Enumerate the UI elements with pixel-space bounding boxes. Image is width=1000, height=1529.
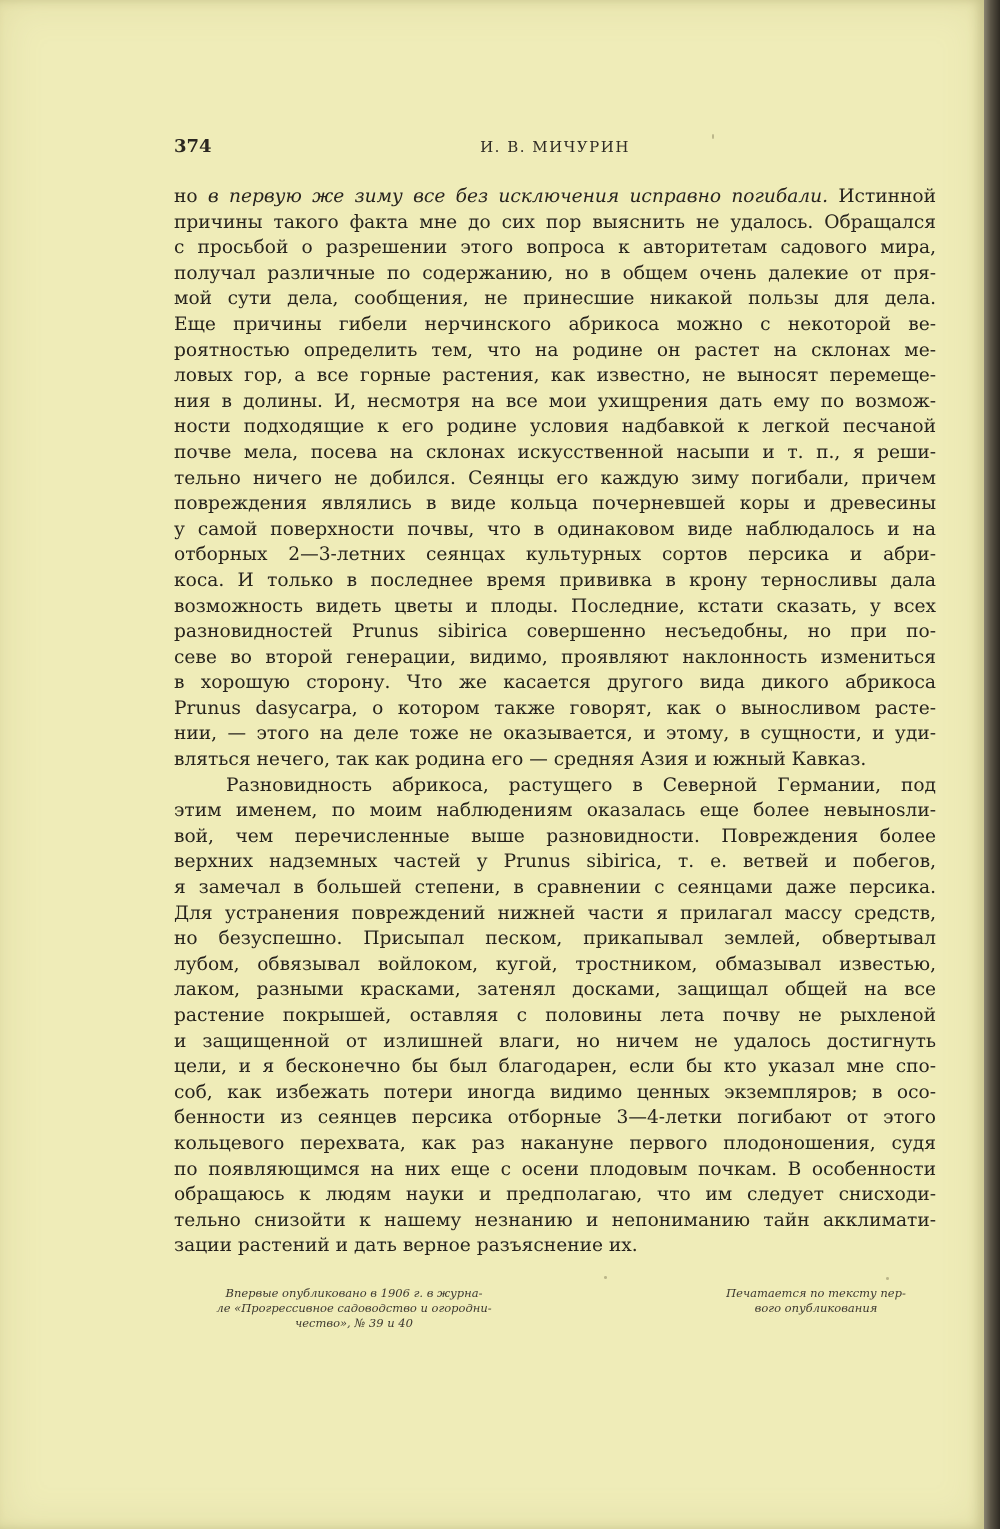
- text-line: получал различные по содержанию, но в общем очень далекие от пря-: [174, 262, 936, 284]
- text-line: кольцевого перехвата, как раз накануне первого плодоношения, судя: [174, 1132, 936, 1154]
- text-line: нии, — этого на деле тоже не оказывается, и этому, в сущности, и уди-: [174, 723, 936, 745]
- text-line: вляться нечего, так как родина его — средняя Азия и южный Кавказ.: [174, 749, 867, 771]
- page-number: 374: [174, 136, 212, 157]
- text-line: вой, чем перечисленные выше разновидности. Повреждения более: [174, 825, 936, 847]
- main-text: [174, 184, 936, 1259]
- page-edge-shadow: [984, 0, 1000, 1529]
- text-line: обращаюсь к людям науки и предполагаю, что им следует снисходи-: [174, 1184, 936, 1206]
- text-line: в хорошую сторону. Что же касается другого вида дикого абрикоса: [174, 672, 936, 694]
- running-title: И. В. МИЧУРИН: [480, 138, 630, 156]
- text-line: ния в долины. И, несмотря на все мои ухищрения дать ему по возмож-: [174, 390, 936, 412]
- text-line: лубом, обвязывал войлоком, кугой, тростником, обмазывал известью,: [174, 953, 936, 975]
- text-line: верхних надземных частей у Prunus sibirica, т. е. ветвей и побегов,: [174, 851, 936, 873]
- text-line: севе во второй генерации, видимо, проявляют наклонность измениться: [174, 646, 936, 668]
- text-line: ности подходящие к его родине условия надбавкой к легкой песчаной: [174, 416, 936, 438]
- text-line: отборных 2—3-летних сеянцах культурных сортов персика и абри-: [174, 544, 936, 566]
- text-line: этим именем, по моим наблюдениям оказалась еще более невынosли-: [174, 800, 936, 822]
- text-line: бенности из сеянцев персика отборные 3—4-летки погибают от этого: [174, 1107, 936, 1129]
- source-text-note: Печатается по тексту пер- вого опубликования: [726, 1286, 906, 1315]
- paper-speck: [712, 134, 714, 139]
- text-line: но в первую же зиму все без исключения исправно погибали. Истинной: [174, 186, 936, 207]
- text-line: коса. И только в последнее время прививка в крону терносливы дала: [174, 569, 936, 591]
- text-line: соб, как избежать потери иногда видимо ценных экземпляров; в осо-: [174, 1081, 936, 1103]
- page-header: [174, 136, 936, 166]
- text-line: растение покрышей, оставляя с половины лета почву не рыхленой: [174, 1005, 936, 1026]
- text-line: причины такого факта мне до сих пор выяснить не удалось. Обращался: [174, 211, 936, 233]
- text-line: повреждения являлись в виде кольца почерневшей коры и древесины: [174, 493, 936, 515]
- text-line: почве мела, посева на склонах искусственной насыпи и т. п., я реши-: [174, 441, 936, 463]
- text-line: цели, и я бесконечно бы был благодарен, если бы кто указал мне спо-: [174, 1056, 936, 1078]
- paper-speck: [886, 1277, 889, 1280]
- text-line: но безуспешно. Присыпал песком, прикапывал землей, обвертывал: [174, 928, 936, 950]
- text-line: Еще причины гибели нерчинского абрикоса можно с некоторой ве-: [174, 313, 936, 335]
- text-line: зации растений и дать верное разъяснение их.: [174, 1235, 638, 1257]
- paper-speck: [604, 1276, 607, 1279]
- text-line: у самой поверхности почвы, что в одинаковом виде наблюдалось и на: [174, 518, 936, 540]
- text-line: возможность видеть цветы и плоды. Последние, кстати сказать, у всех: [174, 595, 936, 617]
- text-line: разновидностей Prunus sibirica совершенно несъедобны, но при по-: [174, 621, 936, 643]
- text-line: Prunus dasycarpa, о котором также говорят, как о выносливом расте-: [174, 697, 936, 719]
- text-line: ловых гор, а все горные растения, как известно, не выносят перемеще-: [174, 365, 936, 387]
- text-line: тельно ничего не добился. Сеянцы его каждую зиму погибали, причем: [174, 467, 936, 489]
- text-line: по появляющимся на них еще с осени плодовым почкам. В особенности: [174, 1158, 936, 1180]
- text-line: мой сути дела, сообщения, не принесшие никакой пользы для дела.: [174, 288, 936, 310]
- first-publication-note: Впервые опубликовано в 1906 г. в журна- ле «Прогрессивное садоводство и огородни- чество», № 39 и 40: [216, 1286, 492, 1330]
- text-line: с просьбой о разрешении этого вопроса к авторитетам садового мира,: [174, 237, 936, 259]
- text-line: я замечал в большей степени, в сравнении с сеянцами даже персика.: [174, 877, 936, 899]
- text-line: лаком, разными красками, затенял досками, защищал общей на все: [174, 979, 936, 1001]
- text-line: тельно снизойти к нашему незнанию и непониманию тайн акклимати-: [174, 1209, 936, 1231]
- italic-phrase: в первую же зиму все без исключения исправно погибали.: [207, 186, 829, 207]
- publication-notes: [174, 1286, 936, 1346]
- text-line: Для устранения повреждений нижней части я прилагал массу средств,: [174, 902, 936, 924]
- paragraph-start: Разновидность абрикоса, растущего в Северной Германии, под: [226, 774, 936, 796]
- text-line: и защищенной от излишней влаги, но ничем не удалось достигнуть: [174, 1030, 936, 1052]
- text-line: роятностью определить тем, что на родине он растет на склонах ме-: [174, 339, 936, 361]
